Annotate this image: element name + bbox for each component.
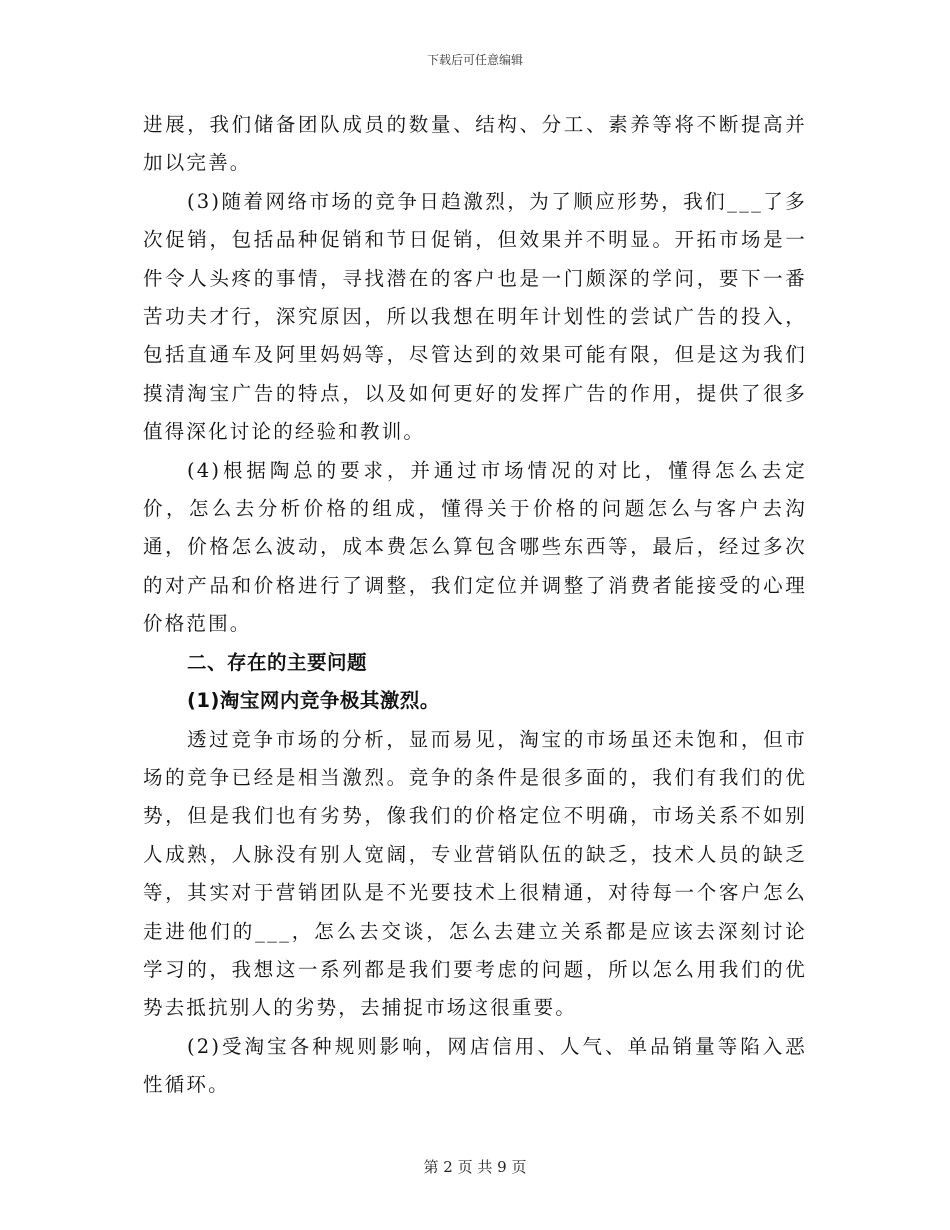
paragraph-continued: 进展，我们储备团队成员的数量、结构、分工、素养等将不断提高并加以完善。: [143, 113, 807, 175]
page-header: 下载后可任意编辑: [426, 53, 523, 67]
subsection-heading: (1)淘宝网内竞争极其激烈。: [187, 689, 440, 713]
paragraph-rules: (2)受淘宝各种规则影响，网店信用、人气、单品销量等陷入恶性循环。: [143, 1034, 807, 1097]
paragraph-pricing: (4)根据陶总的要求，并通过市场情况的对比，懂得怎么去定价，怎么去分析价格的组成，懂得关于价格的问题怎么与客户去沟通，价格怎么波动，成本费怎么算包含哪些东西等，最后，经过多次的对产品和价格进行了调整，我们定位并调整了消费者能接受的心理价格范围。: [143, 458, 807, 636]
section-heading: 二、存在的主要问题: [187, 650, 368, 674]
document-body: [143, 106, 807, 1105]
page-footer: 第 2 页 共 9 页: [423, 1158, 527, 1176]
paragraph-competition: 透过竞争市场的分析，显而易见，淘宝的市场虽还未饱和，但市场的竞争已经是相当激烈。竞争的条件是很多面的，我们有我们的优势，但是我们也有劣势，像我们的价格定位不明确，市场关系不如别人成熟，人脉没有别人宽阔，专业营销队伍的缺乏，技术人员的缺乏等，其实对于营销团队是不光要技术上很精通，对待每一个客户怎么走进他们的___，怎么去交谈，怎么去建立关系都是应该去深刻讨论学习的，我想这一系列都是我们要考虑的问题，所以怎么用我们的优势去抵抗别人的劣势，去捕捉市场这很重要。: [143, 727, 807, 1020]
paragraph-promotion: (3)随着网络市场的竞争日趋激烈，为了顺应形势，我们___了多次促销，包括品种促销和节日促销，但效果并不明显。开拓市场是一件令人头疼的事情，寻找潜在的客户也是一门颇深的学问，要下一番苦功夫才行，深究原因，所以我想在明年计划性的尝试广告的投入，包括直通车及阿里妈妈等，尽管达到的效果可能有限，但是这为我们摸清淘宝广告的特点，以及如何更好的发挥广告的作用，提供了很多值得深化讨论的经验和教训。: [143, 189, 807, 444]
